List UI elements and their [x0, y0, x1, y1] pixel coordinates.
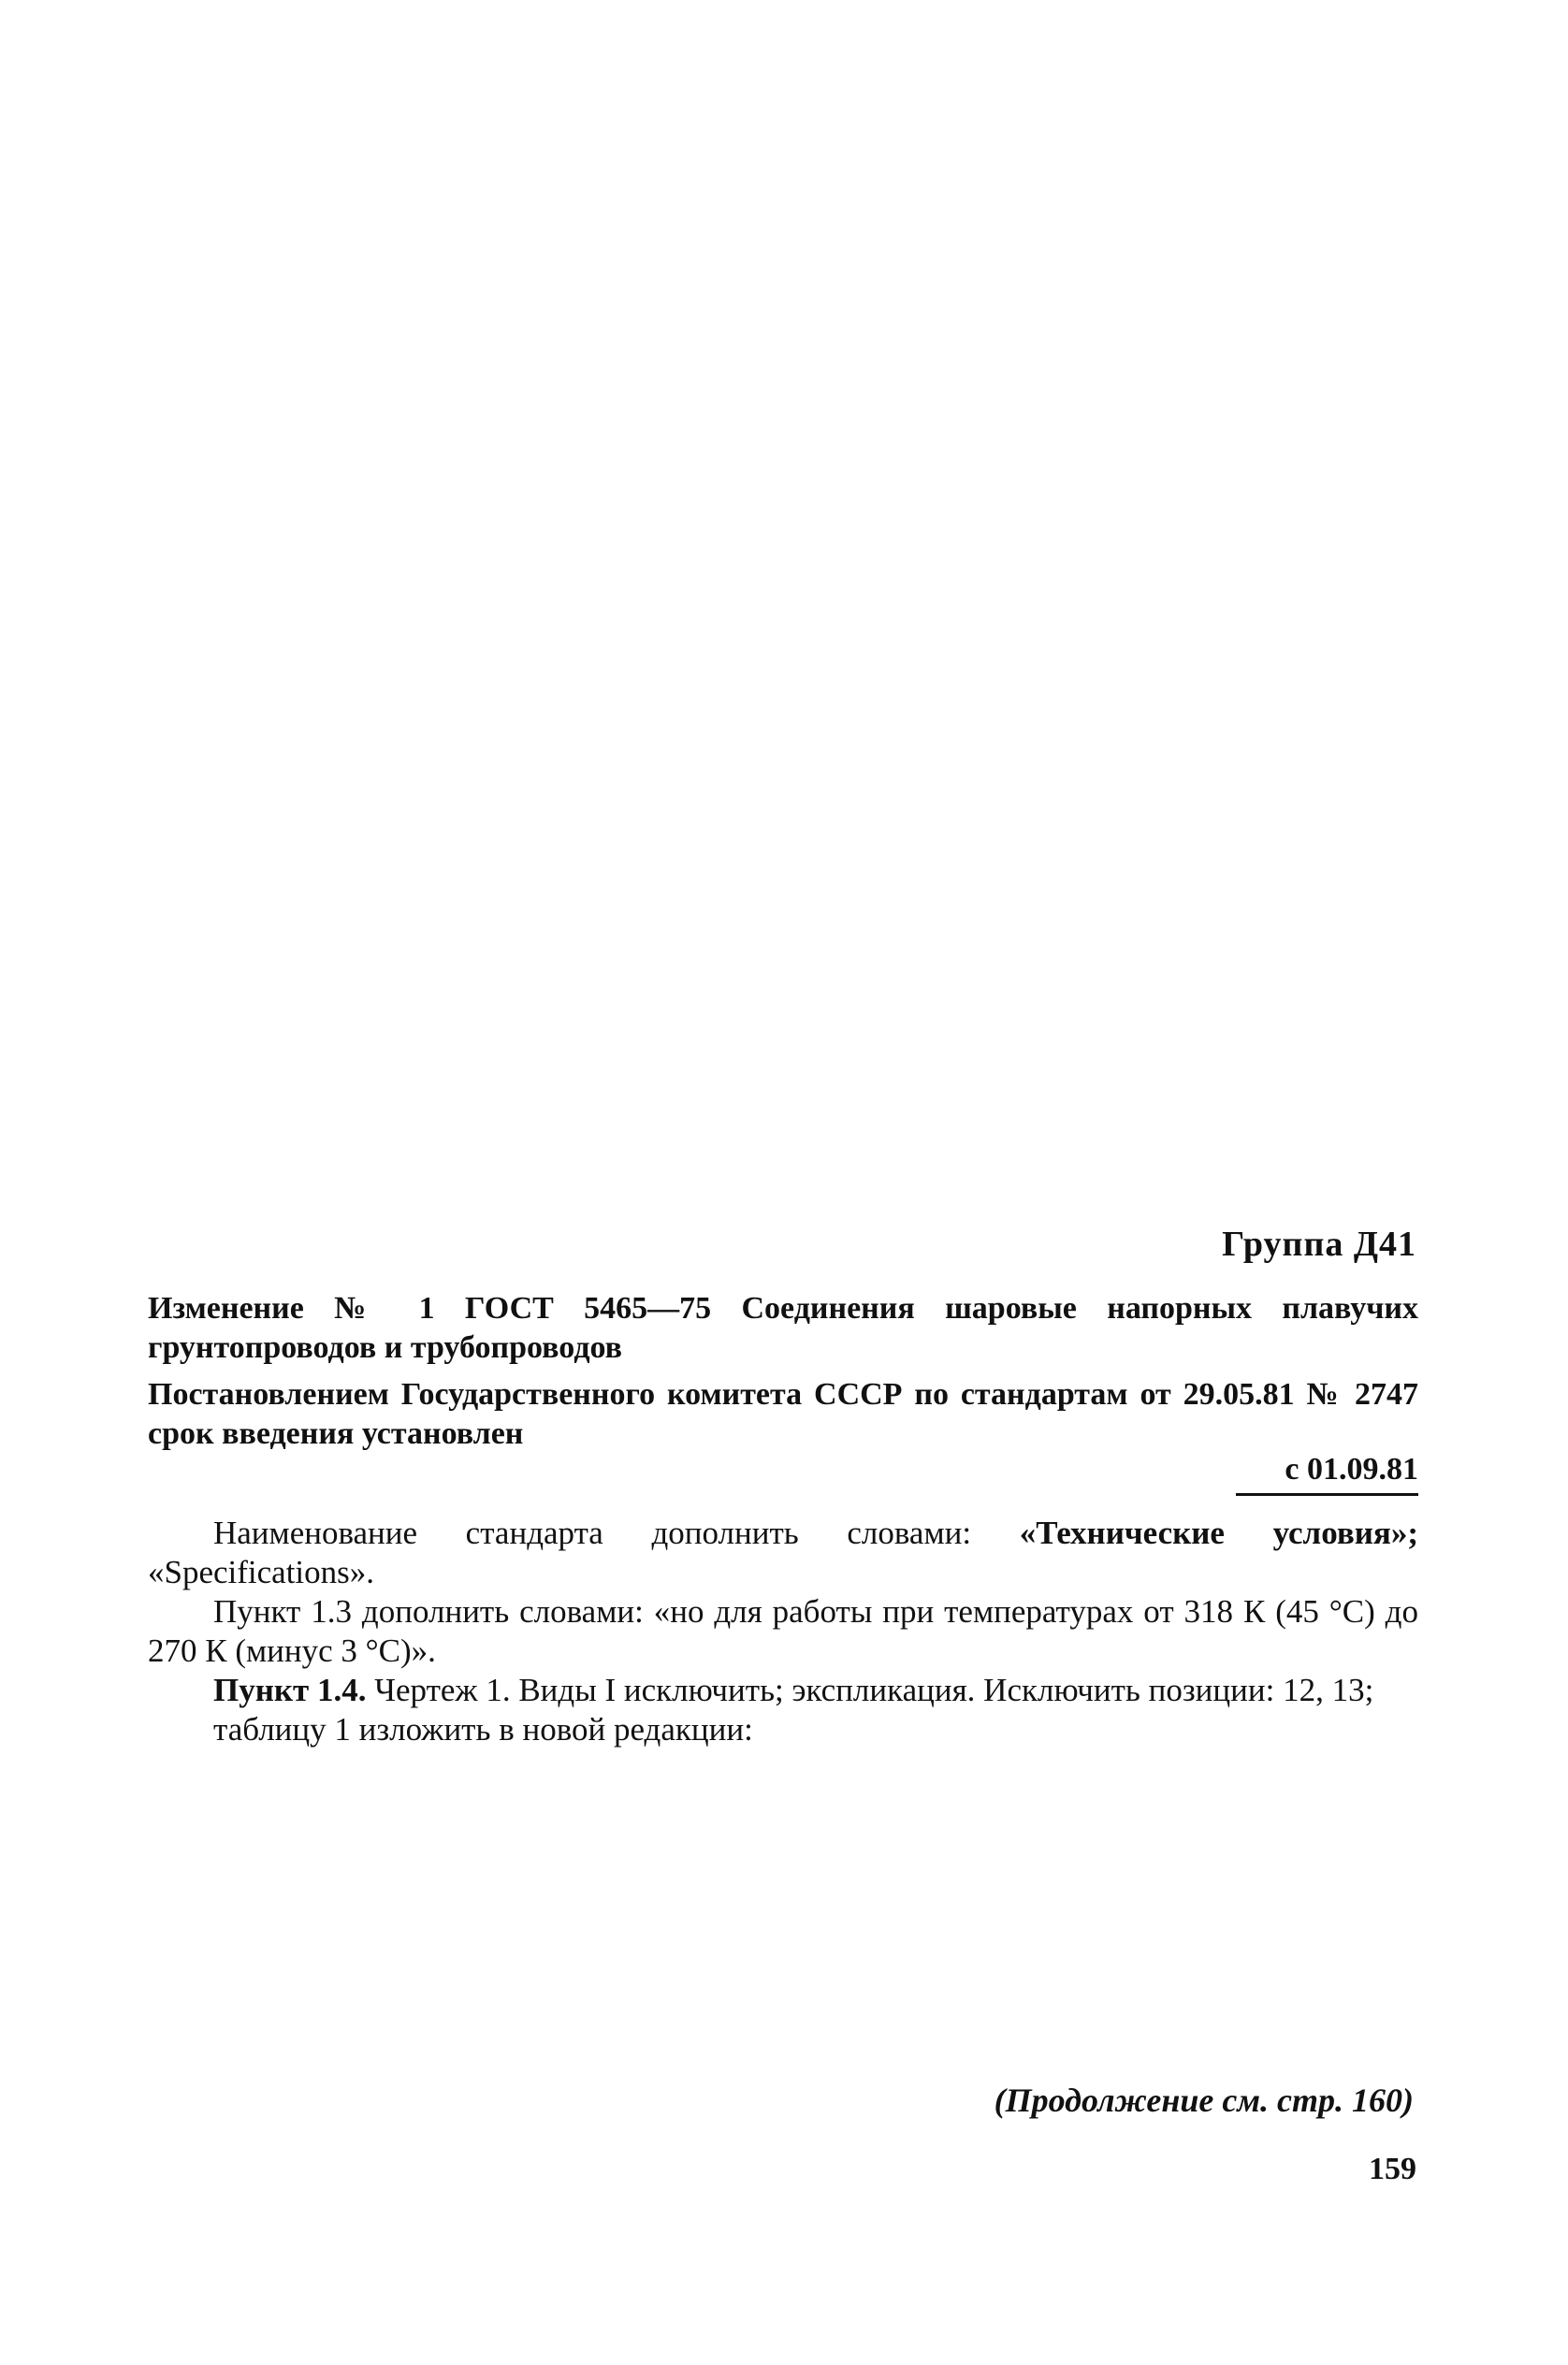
group-label: Группа Д41	[1222, 1225, 1416, 1264]
paragraph-table-1: таблицу 1 изложить в новой редакции:	[213, 1711, 753, 1748]
paragraph-item-1-4	[148, 1671, 1418, 1710]
amendment-body	[148, 1514, 1418, 1749]
paragraph-bold-text: «Технические условия»;	[1019, 1515, 1418, 1551]
decree-text: Постановлением Государственного комитета СССР по стандартам от 29.05.81 № 2747 срок введения установлен	[148, 1377, 1418, 1451]
paragraph-text: «Specifications».	[148, 1554, 375, 1590]
amendment-title: Изменение № 1 ГОСТ 5465—75 Соединения шаровые напорных плавучих грунтопроводов и трубопроводов	[148, 1291, 1418, 1365]
continued-note: (Продолжение см. стр. 160)	[994, 2082, 1414, 2119]
page-number: 159	[1369, 2152, 1416, 2186]
paragraph-bold-text: Пункт 1.4.	[213, 1672, 367, 1708]
paragraph-text: Наименование стандарта дополнить словами:	[213, 1515, 1020, 1551]
effective-date: с 01.09.81	[1236, 1452, 1418, 1496]
paragraph-title-change	[148, 1514, 1418, 1592]
paragraph-text: Чертеж 1. Виды I исключить; экспликация. Исключить позиции: 12, 13;	[366, 1672, 1374, 1708]
paragraph-item-1-3: Пункт 1.3 дополнить словами: «но для работы при температурах от 318 К (45 °С) до 270 К (минус 3 °С)».	[148, 1593, 1418, 1669]
